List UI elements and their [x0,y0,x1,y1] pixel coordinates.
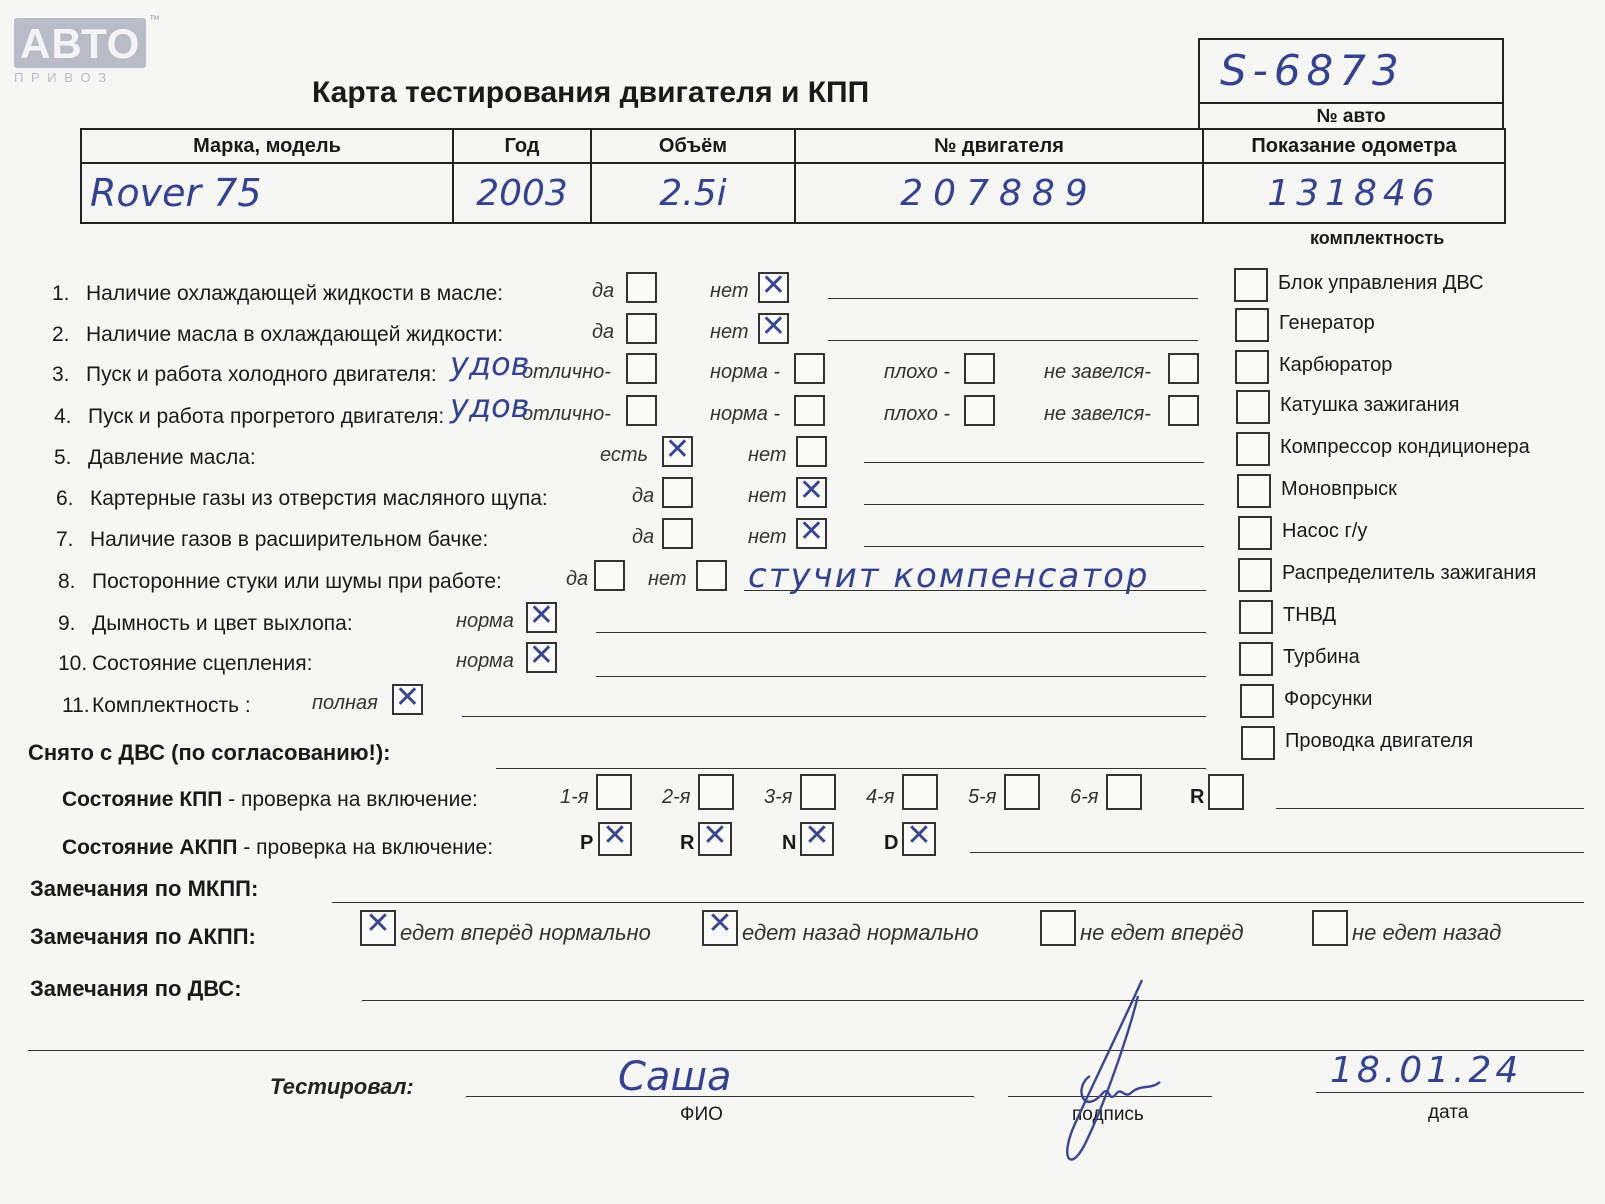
engine-no-value: 207889 [795,163,1203,223]
present-checkbox[interactable] [662,432,693,467]
item-number: 9. [58,612,76,635]
absent-label: нет [748,444,787,466]
item-number: 11. [62,694,90,717]
avtoprivoz-logo [14,14,160,85]
akpp-gear-label: N [782,832,797,854]
akpp-gear-label: P [580,832,594,854]
kpp-line [1276,808,1584,809]
remarks-dvs-label: Замечания по ДВС: [30,976,242,1001]
kit-checkbox[interactable] [1236,432,1270,466]
akpp-remark-checkbox[interactable] [1312,910,1348,946]
absent-checkbox[interactable] [796,436,827,467]
kit-checkbox[interactable] [1239,600,1273,634]
kit-checkbox[interactable] [1238,516,1272,550]
make-model-value: Rover 75 [81,163,453,223]
kit-checkbox[interactable] [1238,558,1272,592]
kit-checkbox[interactable] [1236,390,1270,424]
kpp-label: Состояние КПП - проверка на включение: [62,788,478,811]
akpp-remark-checkbox[interactable] [702,906,738,946]
no-checkbox[interactable] [758,268,789,303]
tested-label: Тестировал: [270,1074,414,1099]
no-checkbox[interactable] [796,473,827,508]
answer-line [828,340,1198,341]
akpp-remark-label: не едет вперёд [1080,920,1244,945]
kpp-gear-label: 5-я [968,786,997,808]
remarks-mkpp-label: Замечания по МКПП: [30,876,259,901]
kit-checkbox[interactable] [1234,268,1268,302]
item-text: Посторонние стуки или шумы при работе: [92,570,502,593]
no-start-label: не завелся- [1044,361,1151,383]
complete-checkbox[interactable] [392,680,423,715]
yes-checkbox[interactable] [626,272,657,303]
sign-label: подпись [1072,1104,1144,1125]
item-number: 6. [56,487,74,510]
answer-line [828,298,1198,299]
kit-item-label: Насос г/у [1282,520,1368,542]
kit-item-label: Проводка двигателя [1285,730,1474,752]
volume-value: 2.5i [591,163,795,223]
yes-checkbox[interactable] [594,560,625,591]
kit-item-label: Форсунки [1284,688,1373,710]
akpp-remark-label: едет вперёд нормально [400,920,651,945]
item-number: 2. [52,323,70,346]
col-make-model: Марка, модель [81,129,453,163]
answer-line [864,504,1204,505]
answer-line [744,590,1206,591]
akpp-gear-label: R [680,832,695,854]
check-mark: ✕ [702,818,728,853]
normal-label: норма - [710,361,781,383]
akpp-line [970,852,1584,853]
akpp-remark-checkbox[interactable] [360,906,396,946]
kit-item-label: Блок управления ДВС [1278,272,1484,294]
akpp-gear-checkbox[interactable] [800,818,834,856]
kit-item-label: Карбюратор [1279,354,1393,376]
no-label: нет [710,280,749,302]
kpp-gear-checkbox[interactable] [596,774,632,810]
year-value: 2003 [453,163,591,223]
excellent-checkbox[interactable] [626,353,657,384]
item-text: Давление масла: [88,446,256,469]
normal-checkbox[interactable] [526,598,557,633]
normal-label: норма [456,610,514,632]
kit-item-label: Катушка зажигания [1280,394,1460,416]
kpp-gear-checkbox[interactable] [1004,774,1040,810]
page-title: Карта тестирования двигателя и КПП [312,76,870,109]
answer-line [596,632,1206,633]
item-text: Пуск и работа прогретого двигателя: [88,405,445,428]
akpp-gear-checkbox[interactable] [902,818,936,856]
normal-checkbox[interactable] [526,638,557,673]
akpp-remark-label: не едет назад [1352,920,1502,945]
kpp-gear-label: 1-я [560,786,589,808]
kit-item-label: ТНВД [1283,604,1337,626]
item-number: 8. [58,570,76,593]
bad-checkbox[interactable] [964,395,995,426]
item-number: 3. [52,363,70,386]
yes-label: да [592,280,615,302]
item-text: Комплектность : [92,694,251,717]
complete-label: полная [312,692,378,714]
check-mark: ✕ [394,680,421,715]
logo-sub: П Р И В О З [14,70,109,85]
kit-checkbox[interactable] [1240,684,1274,718]
check-mark: ✕ [365,906,391,941]
check-mark: ✕ [528,638,555,673]
handwritten-note: стучит компенсатор [748,556,1150,596]
item-text: Дымность и цвет выхлопа: [92,612,353,635]
kit-checkbox[interactable] [1237,474,1271,508]
kpp-gear-checkbox[interactable] [800,774,836,810]
check-mark: ✕ [906,818,932,853]
no-start-checkbox[interactable] [1168,395,1199,426]
excellent-label: отлично- [522,403,611,425]
check-mark: ✕ [528,598,555,633]
akpp-gear-checkbox[interactable] [698,818,732,856]
kit-item-label: Компрессор кондиционера [1280,436,1530,458]
kpp-gear-checkbox[interactable] [1106,774,1142,810]
kit-checkbox[interactable] [1241,726,1275,760]
col-volume: Объём [591,129,795,163]
date-label: дата [1428,1102,1469,1123]
kit-checkbox[interactable] [1239,642,1273,676]
check-mark: ✕ [798,473,825,508]
logo-text: АВТО [20,20,141,67]
no-start-label: не завелся- [1044,403,1151,425]
item-text: Пуск и работа холодного двигателя: [86,363,437,386]
removed-line [496,768,1206,769]
logo-tm: ™ [149,14,160,26]
car-number-box [1198,38,1504,130]
no-label: нет [748,526,787,548]
item-number: 7. [56,528,74,551]
tester-name: Саша [618,1054,732,1100]
item-number: 5. [54,446,72,469]
signature-image [1030,976,1180,1176]
check-mark: ✕ [602,818,628,853]
car-number-value: S-6873 [1220,46,1405,95]
handwritten-rating: удов [450,387,530,425]
answer-line [864,462,1204,463]
akpp-gear-checkbox[interactable] [598,818,632,856]
kpp-gear-label: 3-я [764,786,793,808]
kpp-gear-label: 2-я [662,786,691,808]
check-mark: ✕ [664,432,691,467]
kit-checkbox[interactable] [1235,350,1269,384]
bad-checkbox[interactable] [964,353,995,384]
akpp-gear-label: D [884,832,899,854]
answer-line [462,716,1206,717]
item-number: 10. [58,652,88,675]
normal-label: норма [456,650,514,672]
col-year: Год [453,129,591,163]
check-mark: ✕ [804,818,830,853]
no-checkbox[interactable] [796,514,827,549]
check-mark: ✕ [760,309,787,344]
normal-checkbox[interactable] [794,395,825,426]
kpp-gear-checkbox[interactable] [1208,774,1244,810]
kit-item-label: Генератор [1279,312,1375,334]
akpp-remark-label: едет назад нормально [742,920,979,945]
date-line [1316,1092,1584,1093]
excellent-checkbox[interactable] [626,395,657,426]
kpp-gear-checkbox[interactable] [902,774,938,810]
no-start-checkbox[interactable] [1168,353,1199,384]
vehicle-header-table [80,128,1506,224]
kit-item-label: Распределитель зажигания [1282,562,1537,584]
no-label: нет [748,485,787,507]
check-mark: ✕ [798,514,825,549]
yes-label: да [592,321,615,343]
kpp-gear-label: R [1190,786,1205,808]
item-text: Состояние сцепления: [92,652,313,675]
bad-label: плохо - [884,361,951,383]
item-number: 1. [52,282,70,305]
remarks-mkpp-line [332,902,1584,903]
item-text: Наличие охлаждающей жидкости в масле: [86,282,504,305]
removed-label: Снято с ДВС (по согласованию!): [28,740,391,765]
yes-label: да [566,568,589,590]
item-number: 4. [54,405,72,428]
answer-line [864,546,1204,547]
kit-checkbox[interactable] [1235,308,1269,342]
answer-line [596,676,1206,677]
remarks-dvs-line [362,1000,1584,1001]
bad-label: плохо - [884,403,951,425]
kpp-gear-checkbox[interactable] [698,774,734,810]
col-odometer: Показание одометра [1203,129,1505,163]
remarks-akpp-label: Замечания по АКПП: [30,924,256,949]
car-number-label: № авто [1316,106,1386,127]
odometer-value: 131846 [1203,163,1505,223]
no-label: нет [648,568,687,590]
yes-checkbox[interactable] [626,313,657,344]
present-label: есть [600,444,649,466]
normal-label: норма - [710,403,781,425]
akpp-label: Состояние АКПП - проверка на включение: [62,836,494,859]
yes-checkbox[interactable] [662,477,693,508]
item-text: Наличие газов в расширительном бачке: [90,528,489,551]
item-text: Картерные газы из отверстия масляного щупа: [90,487,548,510]
yes-label: да [632,485,655,507]
yes-checkbox[interactable] [662,518,693,549]
kit-title: комплектность [1310,228,1445,248]
yes-label: да [632,526,655,548]
col-engine-no: № двигателя [795,129,1203,163]
excellent-label: отлично- [522,361,611,383]
normal-checkbox[interactable] [794,353,825,384]
no-label: нет [710,321,749,343]
kpp-gear-label: 4-я [866,786,895,808]
no-checkbox[interactable] [758,309,789,344]
kit-item-label: Турбина [1283,646,1360,668]
test-date: 18.01.24 [1330,1050,1523,1091]
item-text: Наличие масла в охлаждающей жидкости: [86,323,504,346]
no-checkbox[interactable] [696,560,727,591]
check-mark: ✕ [760,268,787,303]
kit-item-label: Моновпрыск [1281,478,1397,500]
fio-label: ФИО [680,1104,723,1125]
check-mark: ✕ [707,906,733,941]
kpp-gear-label: 6-я [1070,786,1099,808]
fio-line [466,1096,974,1097]
handwritten-rating: удов [450,345,530,383]
akpp-remark-checkbox[interactable] [1040,910,1076,946]
